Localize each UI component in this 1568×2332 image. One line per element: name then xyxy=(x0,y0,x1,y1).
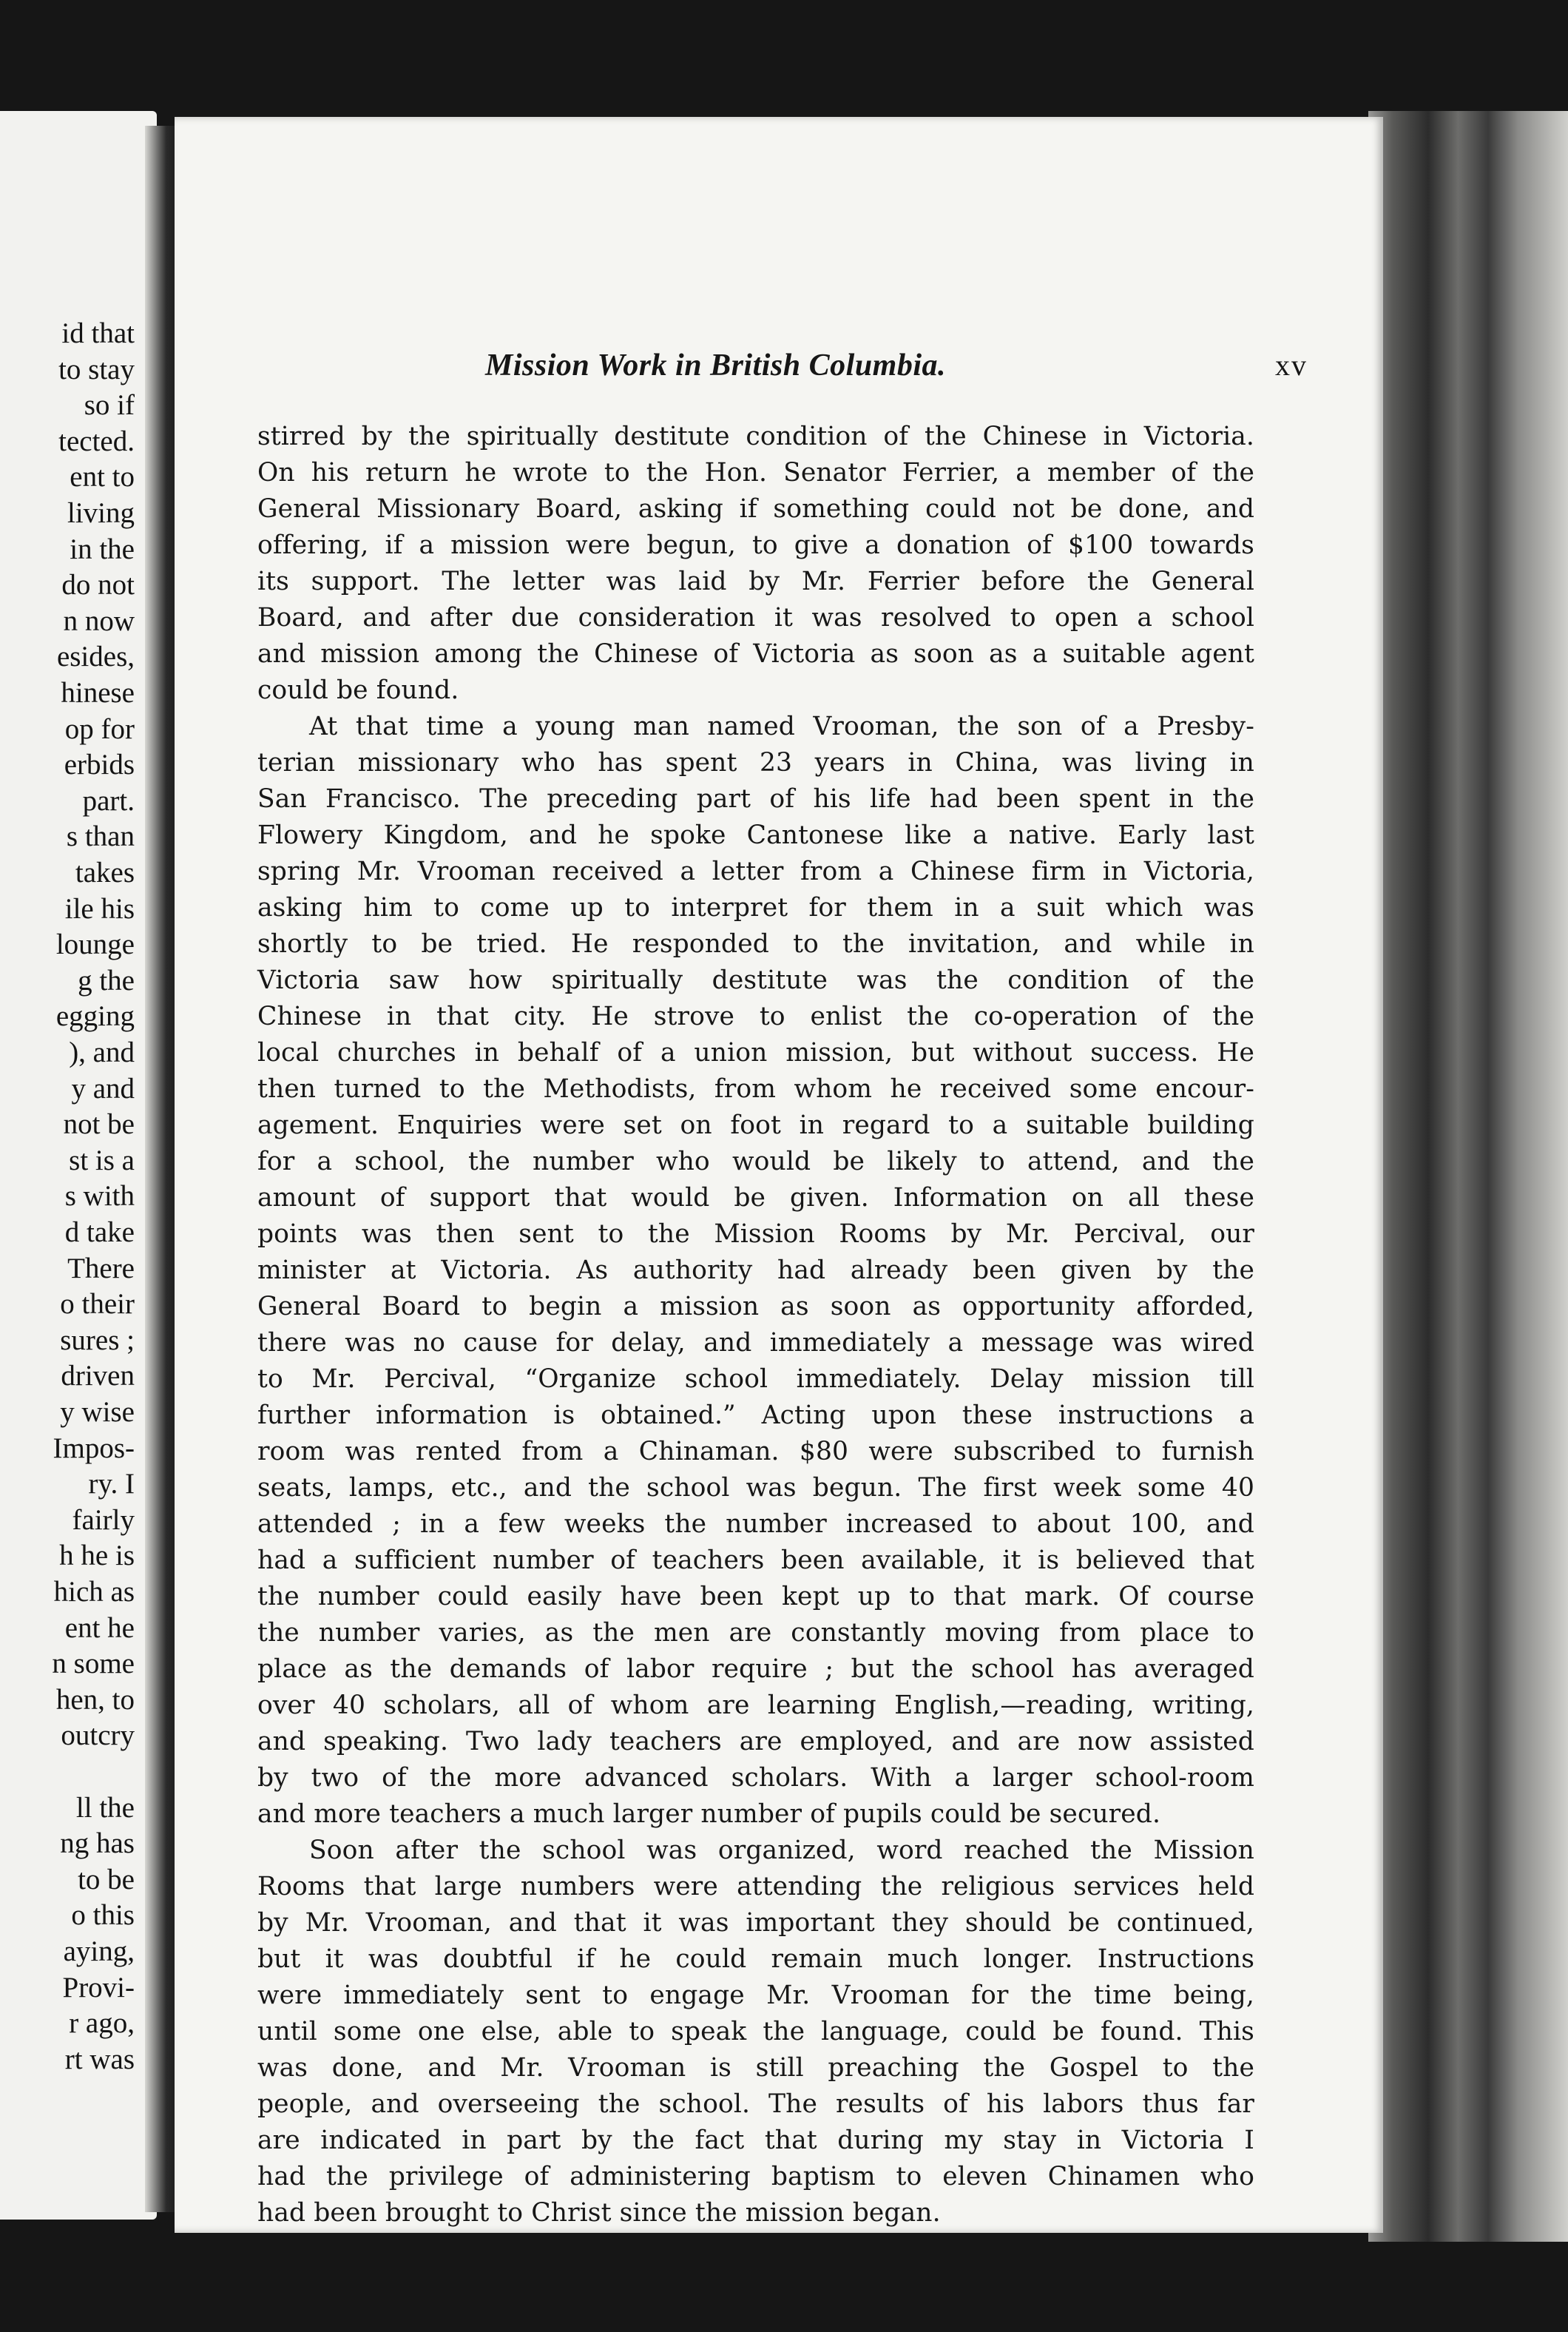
book-page-edges xyxy=(1368,111,1568,2242)
text-line: General Missionary Board, asking if something could not be done, and xyxy=(257,494,1254,524)
text-line: further information is obtained.” Acting upon these instructions a xyxy=(257,1401,1254,1430)
left-page-line: so if xyxy=(84,389,135,422)
left-page-line: egging xyxy=(55,1000,135,1033)
left-page-line: living xyxy=(67,497,135,529)
left-page-line: to be xyxy=(78,1863,135,1895)
text-line: by Mr. Vrooman, and that it was important they should be continued, xyxy=(257,1908,1254,1938)
left-page-line: hinese xyxy=(61,677,135,709)
text-line: for a school, the number who would be likely to attend, and the xyxy=(257,1147,1254,1176)
left-page-line: y wise xyxy=(60,1396,135,1428)
left-page-line: Impos- xyxy=(53,1432,135,1464)
text-line: its support. The letter was laid by Mr. Ferrier before the General xyxy=(257,567,1254,596)
left-page-line: hich as xyxy=(53,1576,135,1608)
text-line: Board, and after due consideration it was resolved to open a school xyxy=(257,603,1254,633)
left-page-line: ent to xyxy=(70,461,135,493)
left-page-line: not be xyxy=(63,1108,135,1141)
text-line: amount of support that would be given. Information on all these xyxy=(257,1183,1254,1213)
text-line: Soon after the school was organized, word reached the Mission xyxy=(309,1836,1254,1865)
text-line: had the privilege of administering baptism to eleven Chinamen who xyxy=(257,2162,1254,2191)
left-page-line: o their xyxy=(60,1288,135,1321)
running-head xyxy=(175,348,1383,392)
left-page-line: driven xyxy=(61,1360,135,1392)
left-page-line: ll the xyxy=(75,1791,135,1824)
text-line: Flowery Kingdom, and he spoke Cantonese like a native. Early last xyxy=(257,820,1254,850)
left-page-line: in the xyxy=(70,533,135,565)
left-page-line: Provi- xyxy=(62,1971,135,2004)
text-line: were immediately sent to engage Mr. Vrooman for the time being, xyxy=(257,1981,1254,2010)
text-line: could be found. xyxy=(257,675,459,705)
text-line: was done, and Mr. Vrooman is still preaching the Gospel to the xyxy=(257,2053,1254,2083)
text-line: terian missionary who has spent 23 years in China, was living in xyxy=(257,748,1254,778)
left-page-line: lounge xyxy=(55,929,135,961)
text-line: local churches in behalf of a union mission, but without success. He xyxy=(257,1038,1254,1068)
running-title: Mission Work in British Columbia. xyxy=(485,348,947,383)
text-line: shortly to be tried. He responded to the invitation, and while in xyxy=(257,929,1254,959)
left-page-line: tected. xyxy=(58,425,135,457)
text-line: the number could easily have been kept up to that mark. Of course xyxy=(257,1582,1254,1611)
text-line: minister at Victoria. As authority had already been given by the xyxy=(257,1256,1254,1285)
left-page-line: do not xyxy=(61,569,135,601)
text-line: then turned to the Methodists, from whom he received some encour- xyxy=(257,1074,1254,1104)
left-page-line: aying, xyxy=(63,1935,135,1967)
left-page-line: h he is xyxy=(59,1540,135,1572)
text-line: had a sufficient number of teachers been available, it is believed that xyxy=(257,1546,1254,1575)
text-line: and more teachers a much larger number of pupils could be secured. xyxy=(257,1799,1161,1829)
left-page-line: outcry xyxy=(61,1719,135,1752)
text-line: Chinese in that city. He strove to enlist the co-operation of the xyxy=(257,1002,1254,1031)
left-page-line: rt was xyxy=(64,2043,135,2075)
left-page-line: to stay xyxy=(58,353,135,385)
left-page-line: y and xyxy=(71,1072,135,1105)
text-line: Rooms that large numbers were attending the religious services held xyxy=(257,1872,1254,1901)
left-page-line: ry. I xyxy=(88,1468,135,1500)
text-line: General Board to begin a mission as soon as opportunity afforded, xyxy=(257,1292,1254,1321)
text-line: but it was doubtful if he could remain much longer. Instructions xyxy=(257,1944,1254,1974)
text-line: people, and overseeing the school. The results of his labors thus far xyxy=(257,2089,1254,2119)
text-line: had been brought to Christ since the mission began. xyxy=(257,2198,941,2228)
text-line: and mission among the Chinese of Victoria as soon as a suitable agent xyxy=(257,639,1254,669)
left-page-line: There xyxy=(67,1252,135,1284)
left-page-line: sures ; xyxy=(60,1324,135,1356)
left-page-line: d take xyxy=(64,1216,135,1248)
left-page-line: ), and xyxy=(69,1037,135,1068)
book-page xyxy=(175,117,1383,2233)
text-line: there was no cause for delay, and immediately a message was wired xyxy=(257,1328,1254,1358)
text-line: the number varies, as the men are constantly moving from place to xyxy=(257,1618,1254,1648)
text-line: offering, if a mission were begun, to give a donation of $100 towards xyxy=(257,530,1254,560)
left-page-line: part. xyxy=(82,784,135,817)
body-text xyxy=(257,419,1254,2231)
text-line: Victoria saw how spiritually destitute was the condition of the xyxy=(257,966,1254,995)
left-page-line: fairly xyxy=(72,1503,135,1536)
left-page-line: erbids xyxy=(64,749,135,781)
text-line: are indicated in part by the fact that during my stay in Victoria I xyxy=(257,2126,1254,2155)
left-page-line: s than xyxy=(66,820,135,853)
previous-page-fragment xyxy=(0,111,157,2220)
left-page-line: ng has xyxy=(60,1827,135,1860)
page-number: xv xyxy=(1275,348,1308,382)
left-page-line: ile his xyxy=(64,892,135,925)
text-line: until some one else, able to speak the language, could be found. This xyxy=(257,2017,1254,2046)
left-page-line: o this xyxy=(71,1899,135,1932)
text-line: San Francisco. The preceding part of his life had been spent in the xyxy=(257,784,1254,814)
left-page-line: g the xyxy=(78,964,135,997)
text-line: by two of the more advanced scholars. With a larger school-room xyxy=(257,1763,1254,1793)
text-line: over 40 scholars, all of whom are learning English,—reading, writing, xyxy=(257,1691,1254,1720)
left-page-line: n now xyxy=(63,604,135,637)
left-page-line: st is a xyxy=(69,1144,135,1176)
left-page-line: s with xyxy=(64,1180,135,1213)
text-line: agement. Enquiries were set on foot in regard to a suitable building xyxy=(257,1111,1254,1140)
left-page-line: takes xyxy=(75,857,135,889)
text-line: points was then sent to the Mission Rooms by Mr. Percival, our xyxy=(257,1219,1254,1249)
text-line: On his return he wrote to the Hon. Senator Ferrier, a member of the xyxy=(257,458,1254,488)
text-line: attended ; in a few weeks the number increased to about 100, and xyxy=(257,1509,1254,1539)
left-page-line: esides, xyxy=(56,641,135,673)
left-page-line: n some xyxy=(52,1648,135,1680)
text-line: and speaking. Two lady teachers are employed, and are now assisted xyxy=(257,1727,1254,1756)
left-page-line: hen, to xyxy=(55,1683,135,1716)
text-line: seats, lamps, etc., and the school was begun. The first week some 40 xyxy=(257,1473,1254,1503)
text-line: place as the demands of labor require ; but the school has averaged xyxy=(257,1654,1254,1684)
text-line: asking him to come up to interpret for them in a suit which was xyxy=(257,893,1254,923)
left-page-line: id that xyxy=(61,317,135,349)
text-line: At that time a young man named Vrooman, the son of a Presby- xyxy=(309,712,1254,741)
left-page-line: r ago, xyxy=(69,2007,135,2040)
text-line: stirred by the spiritually destitute condition of the Chinese in Victoria. xyxy=(257,422,1254,451)
left-page-line: ent he xyxy=(64,1611,135,1644)
left-page-line: op for xyxy=(64,712,135,745)
text-line: to Mr. Percival, “Organize school immediately. Delay mission till xyxy=(257,1364,1254,1394)
text-line: spring Mr. Vrooman received a letter from a Chinese firm in Victoria, xyxy=(257,857,1254,886)
text-line: room was rented from a Chinaman. $80 were subscribed to furnish xyxy=(257,1437,1254,1466)
